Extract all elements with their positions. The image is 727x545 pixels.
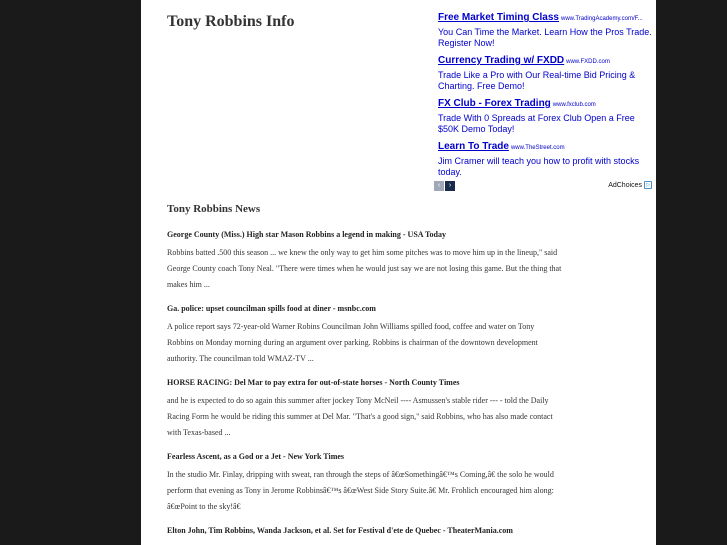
news-item [167, 525, 562, 537]
page-container [141, 0, 656, 545]
adchoices-link[interactable] [608, 181, 652, 189]
ad-box [431, 6, 656, 192]
news-item [167, 229, 562, 293]
chevron-left-icon[interactable]: ‹ [434, 181, 444, 191]
news-title-link[interactable]: George County (Miss.) High star Mason Robbins a legend in making - USA Today [167, 230, 447, 239]
news-snippet: and he is expected to do so again this summer after jockey Tony McNeil ---- Asmussen's stable rider --- - told the Daily Racing Form he would be riding this summer at Del Mar. "That's a good sign," said Robbins, who has also made contact with Texas-based ... [167, 396, 553, 437]
news-item [167, 377, 562, 441]
ad-description[interactable]: Trade With 0 Spreads at Forex Club Open a Free $50K Demo Today! [438, 113, 635, 134]
ad-url[interactable]: www.TradingAcademy.com/F... [560, 16, 643, 22]
ad-title-link[interactable]: Free Market Timing Class [438, 12, 559, 23]
news-title-link[interactable]: Elton John, Tim Robbins, Wanda Jackson, et al. Set for Festival d'ete de Quebec - TheaterMania.com [167, 526, 513, 535]
news-snippet: Robbins batted .500 this season ... we knew the only way to get him some pitches was to move him up in the lineup," said George County coach Tony Neal. "There were times when he would just say we are not losing this game. But the thing that makes him ... [167, 248, 562, 289]
news-snippet: A police report says 72-year-old Warner Robins Councilman John Williams spilled food, coffee and water on Tony Robbins on Monday morning during an argument over parking. Robbins is chairman of the downtown development authority. The councilman told WMAZ-TV ... [167, 322, 538, 363]
news-heading: Tony Robbins News [167, 203, 261, 215]
news-item [167, 303, 562, 367]
ad-description[interactable]: You Can Time the Market. Learn How the Pros Trade. Register Now! [438, 27, 652, 48]
news-title-link[interactable]: HORSE RACING: Del Mar to pay extra for out-of-state horses - North County Times [167, 378, 460, 387]
adchoices-label: AdChoices [608, 181, 643, 189]
ad-item [438, 139, 654, 178]
chevron-right-icon[interactable]: › [445, 181, 455, 191]
site-title[interactable]: Tony Robbins Info [167, 13, 295, 30]
ad-item [438, 96, 654, 135]
ad-item [438, 10, 654, 49]
ad-title-link[interactable]: FX Club - Forex Trading [438, 98, 551, 109]
news-title-link[interactable]: Fearless Ascent, as a God or a Jet - New York Times [167, 452, 345, 461]
ad-url[interactable]: www.fxclub.com [552, 102, 596, 108]
ad-pagination [434, 181, 455, 191]
adchoices-icon: ▷ [644, 181, 652, 189]
news-title-link[interactable]: Ga. police: upset councilman spills food at diner - msnbc.com [167, 304, 376, 313]
ad-title-link[interactable]: Learn To Trade [438, 141, 509, 152]
news-snippet: In the studio Mr. Finlay, dripping with sweat, ran through the steps of â€œSomethingâ€™s Coming,â€ the solo he would perform that evening as Tony in Jerome Robbinsâ€™s â€œWest Side Story Suite.â€ Mr. Frohlich encouraged him along: â€œPoint to the sky!â€ [167, 470, 554, 511]
news-list [167, 229, 562, 545]
ad-item [438, 53, 654, 92]
ad-description[interactable]: Trade Like a Pro with Our Real-time Bid Pricing & Charting. Free Demo! [438, 70, 636, 91]
ad-url[interactable]: www.TheStreet.com [510, 145, 565, 151]
news-item [167, 451, 562, 515]
ad-title-link[interactable]: Currency Trading w/ FXDD [438, 55, 565, 66]
ad-url[interactable]: www.FXDD.com [566, 59, 610, 65]
ad-description[interactable]: Jim Cramer will teach you how to profit with stocks today. [438, 156, 640, 177]
